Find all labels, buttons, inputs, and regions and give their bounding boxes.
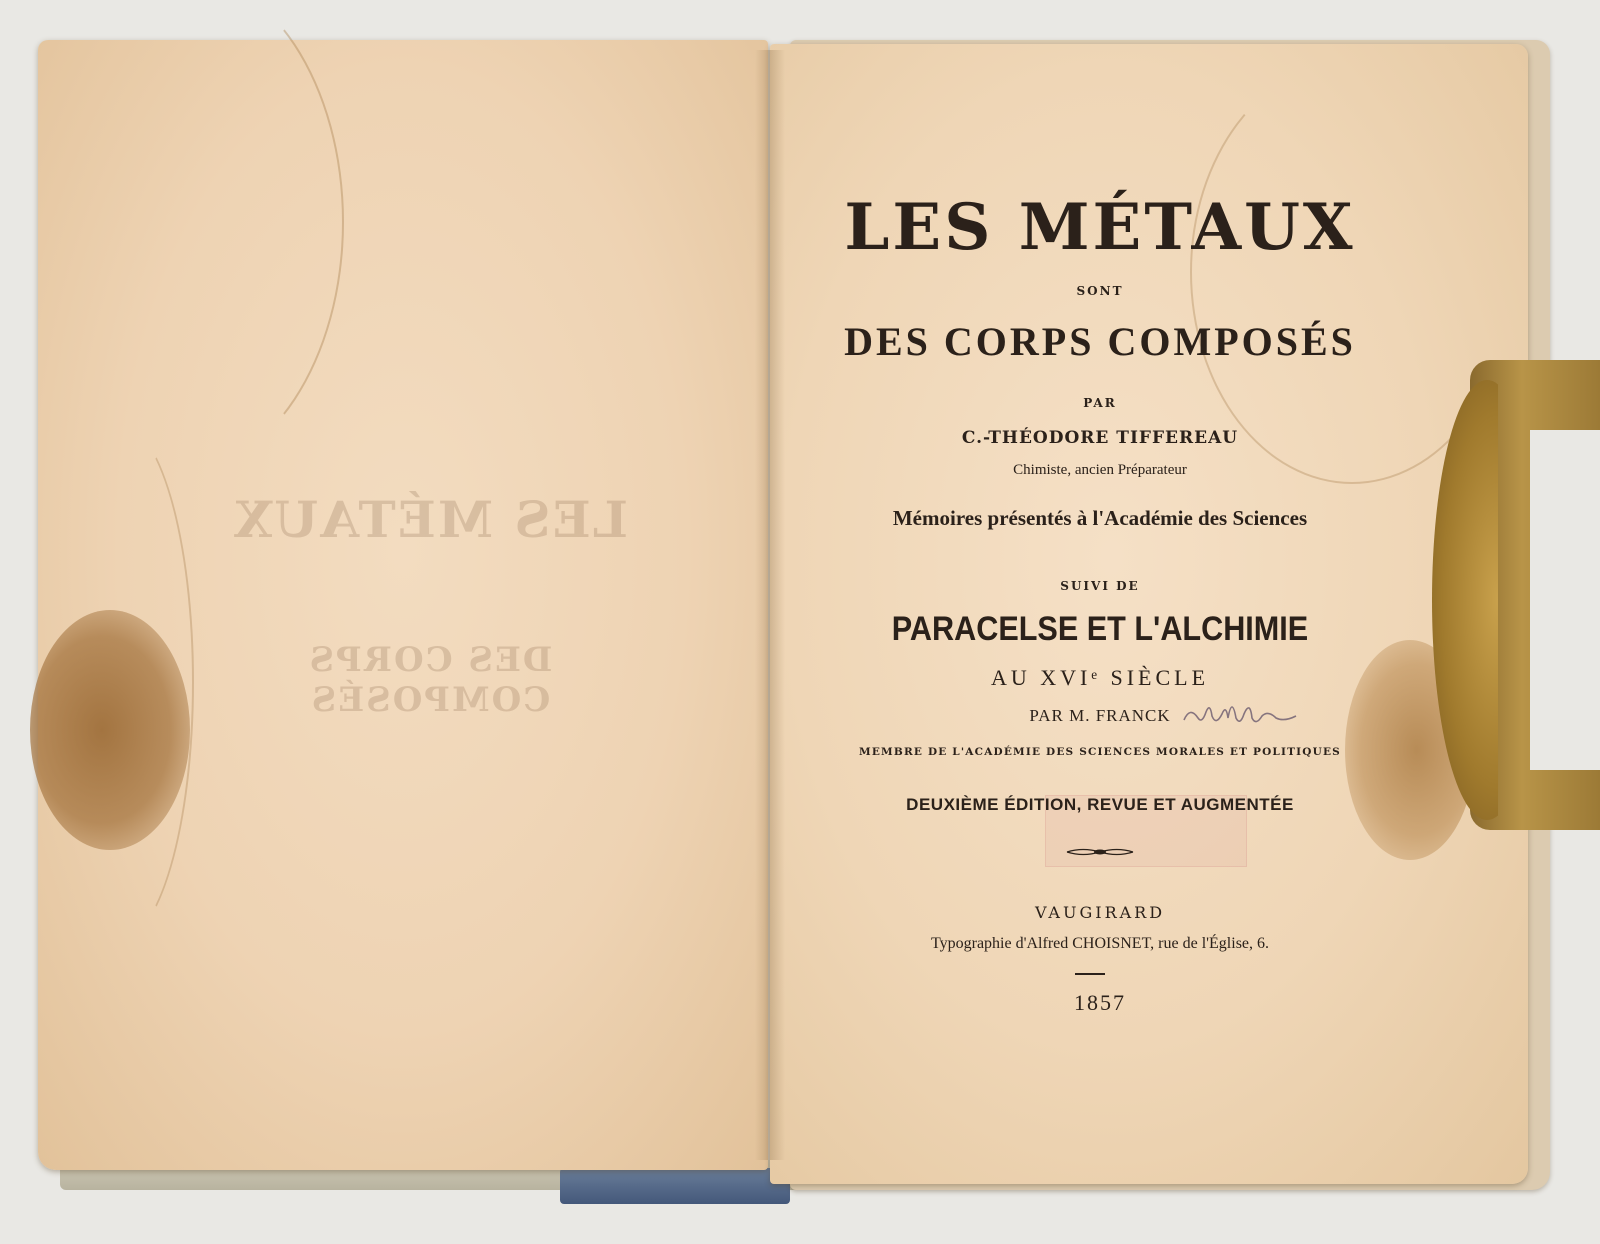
title-connector-par: PAR: [1083, 396, 1117, 410]
author-role: Chimiste, ancien Préparateur: [1013, 462, 1187, 478]
foxing-stain-left: [30, 610, 190, 850]
show-through-subtitle: DES CORPS COMPOSÉS: [307, 640, 553, 720]
spine-binding: [560, 1168, 790, 1204]
publication-place: VAUGIRARD: [1034, 903, 1166, 922]
edition-line: DEUXIÈME ÉDITION, REVUE ET AUGMENTÉE: [906, 795, 1294, 814]
book-title: LES MÉTAUX: [844, 190, 1356, 265]
second-work-title: PARACELSE ET L'ALCHIMIE: [891, 610, 1309, 648]
book-gutter: [755, 50, 785, 1160]
short-rule: [1075, 973, 1105, 975]
handwritten-note: [1180, 692, 1300, 732]
show-through-title: LES MÉTAUX: [232, 490, 628, 549]
second-work-author: PAR M. FRANCK: [1029, 706, 1171, 725]
book-subtitle: DES CORPS COMPOSÉS: [844, 319, 1356, 364]
title-connector-sont: SONT: [1076, 284, 1124, 298]
suivi-de-label: SUIVI DE: [1060, 579, 1140, 593]
brass-clip-opening: [1530, 430, 1600, 770]
publication-year: 1857: [1074, 990, 1126, 1015]
memoires-line: Mémoires présentés à l'Académie des Sciences: [892, 506, 1308, 530]
second-work-century: AU XVIᵉ SIÈCLE: [990, 665, 1210, 690]
second-work-author-role: MEMBRE DE L'ACADÉMIE DES SCIENCES MORALES ET POLITIQUES: [859, 746, 1341, 758]
printer-line: Typographie d'Alfred CHOISNET, rue de l'Église, 6.: [930, 935, 1270, 952]
ornament-divider-icon: [1065, 847, 1135, 857]
author-name: C.-THÉODORE TIFFEREAU: [961, 428, 1239, 448]
